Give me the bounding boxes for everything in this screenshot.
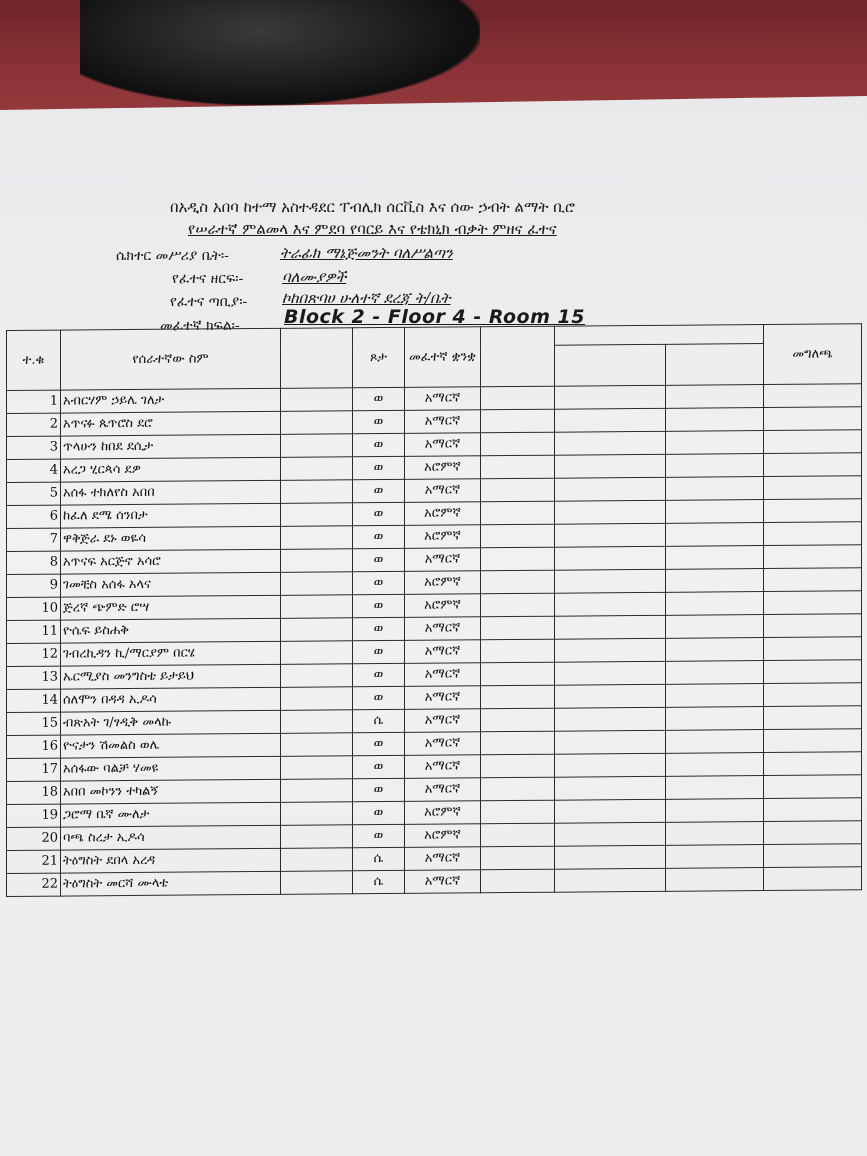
row-remark <box>764 729 862 753</box>
row-number: 2 <box>7 413 61 436</box>
row-sex: ወ <box>353 617 405 640</box>
row-blank-1 <box>281 572 353 596</box>
row-name: ባጫ ስረታ ኢዶሳ <box>61 825 281 850</box>
row-blank-2 <box>481 777 555 801</box>
row-blank-4 <box>666 868 764 892</box>
row-blank-3 <box>555 845 666 869</box>
row-blank-3 <box>555 776 666 800</box>
row-blank-1 <box>281 480 353 504</box>
col-header-blank-4 <box>666 344 764 386</box>
row-language: አማርኛ <box>405 870 481 894</box>
row-blank-2 <box>481 455 555 479</box>
row-language: አሮምኛ <box>405 801 481 825</box>
row-blank-3 <box>555 868 666 892</box>
row-blank-2 <box>481 409 555 433</box>
row-blank-2 <box>481 639 555 663</box>
row-blank-1 <box>281 434 353 458</box>
row-number: 20 <box>7 827 61 850</box>
row-blank-1 <box>281 733 353 757</box>
row-name: ጥላሁን ከበደ ደሲታ <box>61 434 281 459</box>
row-remark <box>764 430 862 454</box>
col-header-blank-3 <box>555 344 666 386</box>
row-remark <box>764 614 862 638</box>
row-blank-3 <box>555 753 666 777</box>
row-remark <box>764 844 862 868</box>
row-sex: ወ <box>353 686 405 709</box>
row-language: አሮምኛ <box>405 594 481 618</box>
row-blank-4 <box>666 730 764 754</box>
row-language: አሮምኛ <box>405 502 481 526</box>
row-name: ገብረኪዳን ኪ/ማርያም በርሄ <box>61 641 281 666</box>
row-blank-2 <box>481 570 555 594</box>
row-language: አማርኛ <box>405 548 481 572</box>
row-sex: ሴ <box>353 847 405 870</box>
row-name: አጥናፍ አርጅኖ አሳሮ <box>61 549 281 574</box>
row-name: ዋቅጅራ ደኑ ወዬሳ <box>61 526 281 551</box>
sector-value: ትራፊክ ማኔጅመንት ባለሥልጣን <box>280 244 453 262</box>
row-number: 12 <box>7 643 61 666</box>
row-blank-4 <box>666 684 764 708</box>
row-language: አማርኛ <box>405 755 481 779</box>
row-blank-1 <box>281 641 353 665</box>
row-language: አሮምኛ <box>405 824 481 848</box>
row-name: አጥናፉ ጴጥሮስ ደሮ <box>61 411 281 436</box>
row-name: ትዕግስት ደበላ አረዳ <box>61 848 281 873</box>
row-blank-4 <box>666 546 764 570</box>
row-blank-4 <box>666 454 764 478</box>
row-sex: ወ <box>353 525 405 548</box>
row-sex: ወ <box>353 571 405 594</box>
row-blank-3 <box>555 385 666 409</box>
row-blank-2 <box>481 547 555 571</box>
row-sex: ሴ <box>353 870 405 893</box>
row-sex: ወ <box>353 755 405 778</box>
row-blank-1 <box>281 710 353 734</box>
row-sex: ሴ <box>353 709 405 732</box>
row-remark <box>764 545 862 569</box>
row-blank-2 <box>481 593 555 617</box>
row-number: 16 <box>7 735 61 758</box>
row-remark <box>764 798 862 822</box>
row-number: 21 <box>7 850 61 873</box>
row-name: ከፈለ ደሜ ሰንበታ <box>61 503 281 528</box>
row-name: አረጋ ሂርጳሳ ደዎ <box>61 457 281 482</box>
row-language: አማርኛ <box>405 617 481 641</box>
row-language: አማርኛ <box>405 640 481 664</box>
row-remark <box>764 499 862 523</box>
room-label: መፈተኛ ክፍል፡- <box>160 318 240 334</box>
row-name: አሰፋው ባልቻ ሃመዩ <box>61 756 281 781</box>
row-blank-3 <box>555 684 666 708</box>
row-remark <box>764 591 862 615</box>
row-blank-4 <box>666 707 764 731</box>
row-blank-1 <box>281 411 353 435</box>
row-name: ብጽአት ገ/ፃዲቅ መላኩ <box>61 710 281 735</box>
row-sex: ወ <box>353 801 405 824</box>
row-blank-4 <box>666 661 764 685</box>
row-blank-1 <box>281 618 353 642</box>
col-header-remark: መግለጫ <box>764 324 862 385</box>
row-blank-3 <box>555 799 666 823</box>
row-name: አብርሃም ኃይሌ ገለታ <box>61 388 281 413</box>
row-blank-1 <box>281 687 353 711</box>
row-blank-1 <box>281 848 353 872</box>
row-number: 5 <box>7 482 61 505</box>
row-name: ጋሮማ ቤኛ ሙለታ <box>61 802 281 827</box>
row-language: አሮምኛ <box>405 456 481 480</box>
row-remark <box>764 522 862 546</box>
row-blank-1 <box>281 503 353 527</box>
row-language: አማርኛ <box>405 686 481 710</box>
row-blank-1 <box>281 802 353 826</box>
row-blank-4 <box>666 753 764 777</box>
row-remark <box>764 407 862 431</box>
row-blank-4 <box>666 431 764 455</box>
row-blank-1 <box>281 457 353 481</box>
row-number: 4 <box>7 459 61 482</box>
sector-label: ሴክተር መሥሪያ ቤት፡- <box>116 248 229 264</box>
col-header-blank-1 <box>281 328 353 389</box>
row-blank-3 <box>555 431 666 455</box>
row-blank-1 <box>281 595 353 619</box>
row-number: 6 <box>7 505 61 528</box>
row-language: አሮምኛ <box>405 525 481 549</box>
row-blank-3 <box>555 569 666 593</box>
row-sex: ወ <box>353 732 405 755</box>
row-blank-2 <box>481 386 555 410</box>
row-number: 18 <box>7 781 61 804</box>
row-blank-3 <box>555 546 666 570</box>
row-blank-4 <box>666 500 764 524</box>
row-number: 17 <box>7 758 61 781</box>
row-language: አማርኛ <box>405 479 481 503</box>
row-remark <box>764 637 862 661</box>
row-remark <box>764 384 862 408</box>
row-blank-3 <box>555 730 666 754</box>
row-blank-3 <box>555 822 666 846</box>
row-blank-1 <box>281 526 353 550</box>
row-sex: ወ <box>353 410 405 433</box>
row-name: ዮናታን ሽመልስ ወሌ <box>61 733 281 758</box>
row-blank-1 <box>281 756 353 780</box>
row-blank-2 <box>481 846 555 870</box>
row-blank-4 <box>666 776 764 800</box>
row-sex: ወ <box>353 548 405 571</box>
row-blank-1 <box>281 779 353 803</box>
row-number: 13 <box>7 666 61 689</box>
row-sex: ወ <box>353 433 405 456</box>
row-blank-1 <box>281 871 353 895</box>
row-language: አሮምኛ <box>405 571 481 595</box>
row-number: 9 <box>7 574 61 597</box>
row-blank-2 <box>481 432 555 456</box>
row-number: 14 <box>7 689 61 712</box>
row-language: አማርኛ <box>405 709 481 733</box>
row-remark <box>764 821 862 845</box>
row-language: አማርኛ <box>405 732 481 756</box>
row-number: 10 <box>7 597 61 620</box>
row-sex: ወ <box>353 824 405 847</box>
room-value: Block 2 - Floor 4 - Room 15 <box>284 306 585 328</box>
row-blank-2 <box>481 501 555 525</box>
col-header-blank-group <box>555 325 764 346</box>
row-name: አበበ መኮንን ተካልኝ <box>61 779 281 804</box>
col-header-language: መፈተኛ ቋንቋ <box>405 327 481 388</box>
row-sex: ወ <box>353 778 405 801</box>
row-blank-1 <box>281 664 353 688</box>
row-name: ገመቺስ አሰፋ አላና <box>61 572 281 597</box>
row-remark <box>764 476 862 500</box>
row-blank-2 <box>481 708 555 732</box>
row-blank-3 <box>555 523 666 547</box>
row-remark <box>764 683 862 707</box>
row-sex: ወ <box>353 479 405 502</box>
row-blank-3 <box>555 615 666 639</box>
row-sex: ወ <box>353 663 405 686</box>
row-remark <box>764 453 862 477</box>
row-number: 15 <box>7 712 61 735</box>
row-blank-4 <box>666 385 764 409</box>
row-language: አማርኛ <box>405 778 481 802</box>
row-name: ኤርሚያስ መንግስቴ ይታይህ <box>61 664 281 689</box>
row-blank-2 <box>481 524 555 548</box>
exam-place-value: ኮከበጽባሀ ሁለተኛ ደረጃ ት/ቤት <box>282 289 451 307</box>
row-blank-2 <box>481 662 555 686</box>
row-name: ትዕግስት መርሻ ሙላቴ <box>61 871 281 896</box>
row-blank-3 <box>555 661 666 685</box>
row-blank-4 <box>666 638 764 662</box>
row-blank-2 <box>481 754 555 778</box>
row-number: 19 <box>7 804 61 827</box>
row-blank-4 <box>666 523 764 547</box>
row-remark <box>764 706 862 730</box>
exam-type-label: የፈተና ዘርፍ፡- <box>172 271 244 287</box>
row-blank-3 <box>555 707 666 731</box>
background-object <box>80 0 480 105</box>
row-sex: ወ <box>353 387 405 410</box>
row-blank-1 <box>281 825 353 849</box>
row-blank-2 <box>481 800 555 824</box>
row-blank-4 <box>666 799 764 823</box>
row-blank-2 <box>481 478 555 502</box>
exam-title: የሠራተኛ ምልመላ እና ምደባ የባርይ እና የቴክኒክ ብቃት ምዘና ፈተና <box>188 220 557 238</box>
row-language: አማርኛ <box>405 847 481 871</box>
row-number: 3 <box>7 436 61 459</box>
col-header-name: የሰራተኛው ስም <box>61 328 281 390</box>
row-name: ዮሴፍ ይስሐቅ <box>61 618 281 643</box>
row-blank-3 <box>555 500 666 524</box>
row-language: አማርኛ <box>405 387 481 411</box>
row-blank-4 <box>666 592 764 616</box>
candidate-table <box>6 323 862 897</box>
row-remark <box>764 775 862 799</box>
row-remark <box>764 867 862 891</box>
row-name: አሰፋ ተክለየስ አበበ <box>61 480 281 505</box>
row-language: አማርኛ <box>405 410 481 434</box>
row-sex: ወ <box>353 594 405 617</box>
row-language: አማርኛ <box>405 433 481 457</box>
row-number: 1 <box>7 390 61 413</box>
row-blank-2 <box>481 731 555 755</box>
col-header-number: ተ.ቁ <box>7 330 61 390</box>
exam-type-value: ባለሙያዎች <box>282 268 347 286</box>
row-blank-3 <box>555 454 666 478</box>
row-number: 7 <box>7 528 61 551</box>
row-number: 11 <box>7 620 61 643</box>
row-blank-4 <box>666 615 764 639</box>
row-blank-2 <box>481 869 555 893</box>
row-blank-4 <box>666 477 764 501</box>
row-blank-4 <box>666 569 764 593</box>
row-blank-2 <box>481 823 555 847</box>
row-blank-1 <box>281 388 353 412</box>
row-blank-4 <box>666 822 764 846</box>
row-blank-3 <box>555 408 666 432</box>
row-blank-3 <box>555 477 666 501</box>
row-name: ሰለሞን በዳዳ ኢዶሳ <box>61 687 281 712</box>
row-sex: ወ <box>353 640 405 663</box>
row-blank-3 <box>555 592 666 616</box>
row-sex: ወ <box>353 502 405 525</box>
row-blank-3 <box>555 638 666 662</box>
row-number: 22 <box>7 873 61 896</box>
row-name: ጅረኛ ጭምድ ሮሣ <box>61 595 281 620</box>
col-header-sex: ጾታ <box>353 327 405 387</box>
row-blank-4 <box>666 408 764 432</box>
row-blank-1 <box>281 549 353 573</box>
row-remark <box>764 752 862 776</box>
row-blank-4 <box>666 845 764 869</box>
col-header-blank-2 <box>481 326 555 387</box>
candidate-table-wrap <box>6 330 861 897</box>
exam-place-label: የፈተና ጣቢያ፡- <box>170 294 248 310</box>
row-remark <box>764 568 862 592</box>
row-sex: ወ <box>353 456 405 479</box>
office-title: በአዲስ አበባ ከተማ አስተዳደር ፐብሊክ ሰርቪስ እና ሰው ኃብት ልማት ቢሮ <box>170 198 575 216</box>
row-number: 8 <box>7 551 61 574</box>
row-language: አማርኛ <box>405 663 481 687</box>
row-blank-2 <box>481 616 555 640</box>
row-blank-2 <box>481 685 555 709</box>
row-remark <box>764 660 862 684</box>
